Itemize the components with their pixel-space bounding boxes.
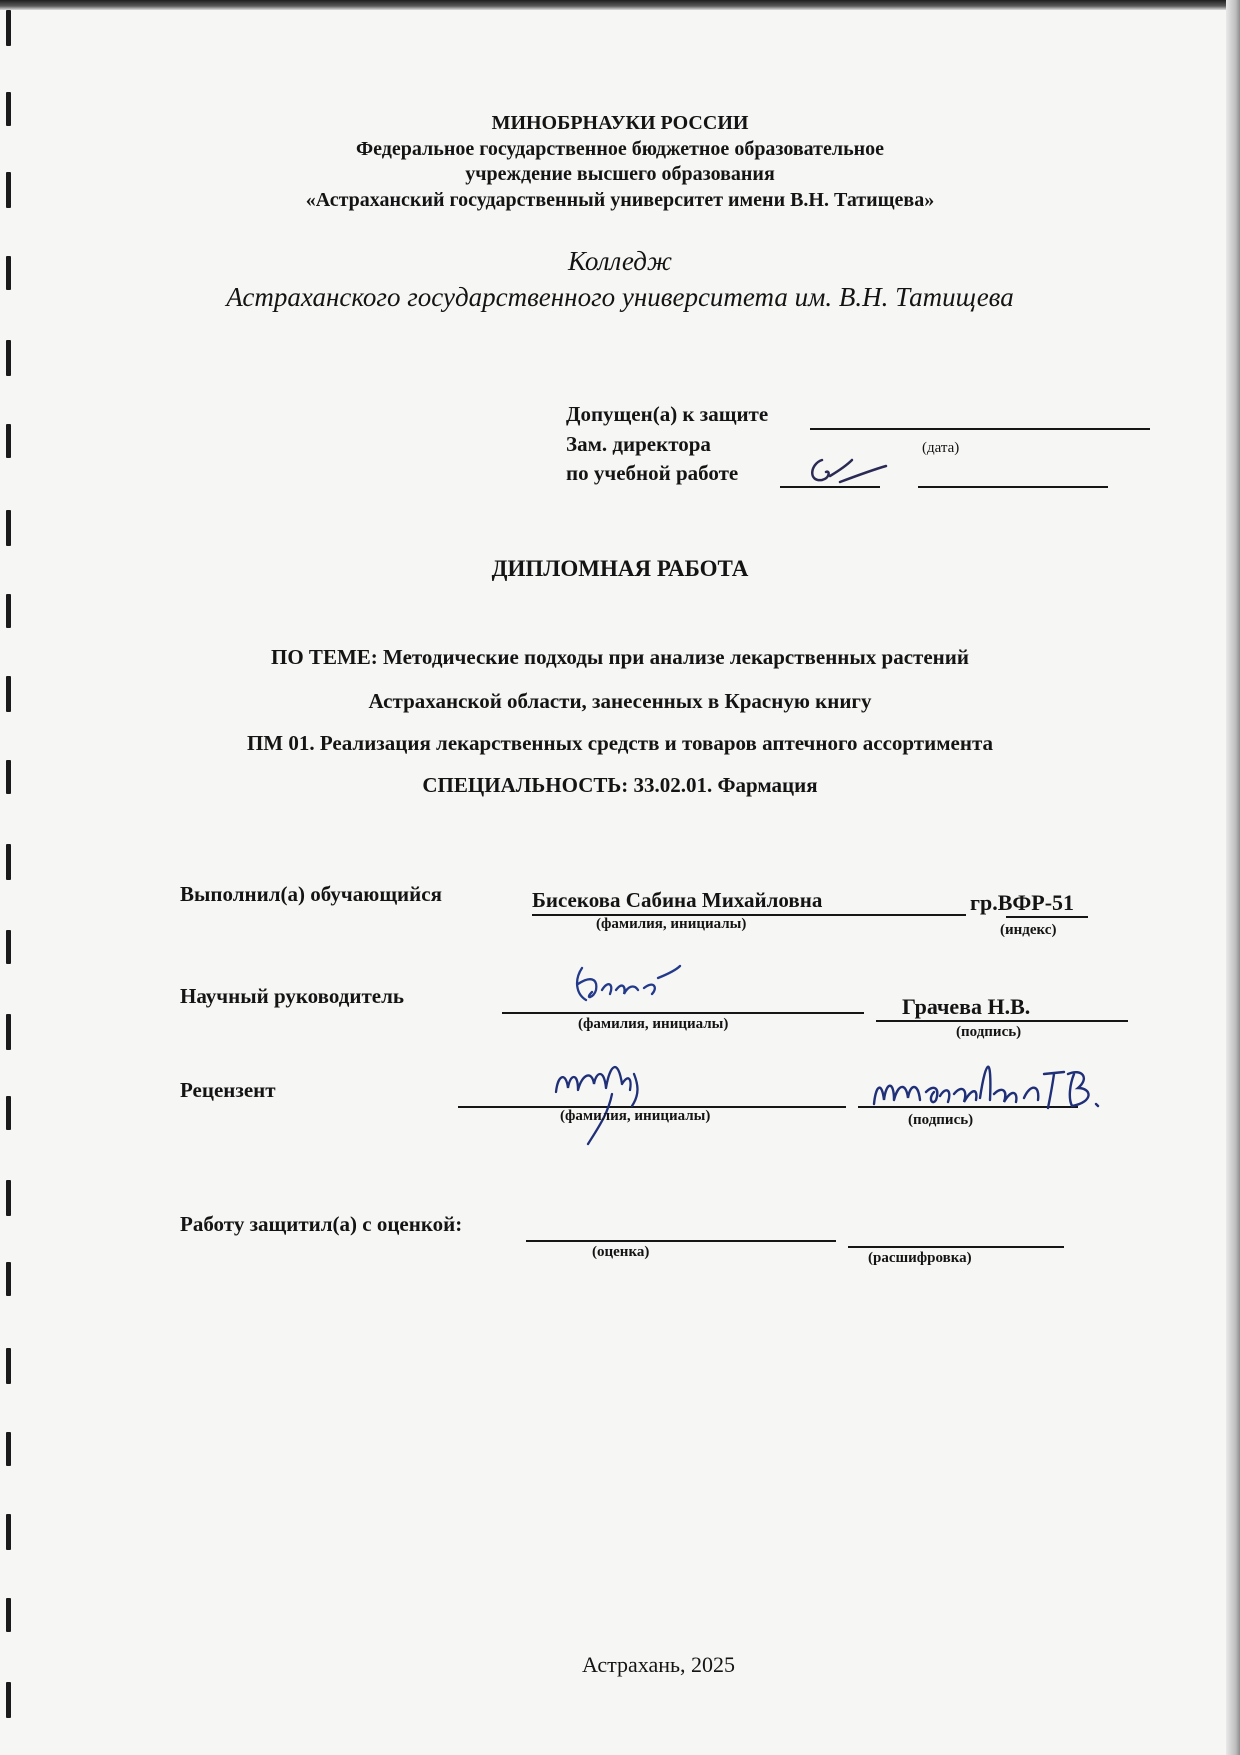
supervisor-label: Научный руководитель	[180, 984, 404, 1008]
student-group: гр.ВФР-51	[970, 890, 1075, 915]
admitted-label: Допущен(а) к защите	[566, 402, 769, 426]
reviewer-signature	[548, 1044, 678, 1148]
student-name: Бисекова Сабина Михайловна	[532, 888, 823, 912]
student-label: Выполнил(а) обучающийся	[180, 882, 442, 906]
theme-line-2: Астраханской области, занесенных в Красную книгу	[368, 689, 872, 713]
supervisor-signature	[568, 960, 718, 1010]
city-year: Астрахань, 2025	[582, 1652, 736, 1677]
college-line-2: Астраханского государственного университета им. В.Н. Татищева	[226, 282, 1014, 312]
date-line	[918, 486, 1108, 488]
reviewer-label: Рецензент	[180, 1078, 276, 1102]
institution-line-2: учреждение высшего образования	[465, 163, 775, 185]
university-name: «Астраханский государственный университет имени В.Н. Татищева»	[305, 189, 935, 211]
academic-label: по учебной работе	[566, 461, 739, 485]
transcript-caption: (расшифровка)	[868, 1250, 972, 1266]
reviewer-name-caption: (фамилия, инициалы)	[560, 1108, 711, 1124]
transcript-line	[848, 1246, 1064, 1248]
admitted-line	[810, 428, 1150, 430]
student-name-caption: (фамилия, инициалы)	[596, 916, 747, 932]
student-group-line	[1006, 916, 1088, 918]
scan-top-edge	[0, 0, 1240, 10]
grade-caption: (оценка)	[592, 1244, 650, 1260]
defense-label: Работу защитил(а) с оценкой:	[180, 1212, 463, 1236]
supervisor-name-caption: (фамилия, инициалы)	[578, 1016, 729, 1032]
ministry-heading: МИНОБРНАУКИ РОССИИ	[491, 112, 749, 134]
grade-line	[526, 1240, 836, 1242]
college-line-1: Колледж	[567, 246, 673, 276]
supervisor-name: Грачева Н.В.	[902, 994, 1031, 1019]
reviewer-signature-caption: (подпись)	[908, 1112, 974, 1128]
deputy-signature	[800, 452, 890, 492]
date-caption: (дата)	[922, 440, 960, 456]
deputy-label: Зам. директора	[566, 432, 711, 456]
supervisor-signature-line	[502, 1012, 864, 1014]
student-group-caption: (индекс)	[1000, 922, 1057, 938]
module-line: ПМ 01. Реализация лекарственных средств и товаров аптечного ассортимента	[246, 731, 994, 755]
supervisor-name-line	[876, 1020, 1128, 1022]
institution-line-1: Федеральное государственное бюджетное образовательное	[355, 138, 885, 160]
theme-line-1: ПО ТЕМЕ: Методические подходы при анализе лекарственных растений	[271, 645, 969, 669]
specialty-line: СПЕЦИАЛЬНОСТЬ: 33.02.01. Фармация	[422, 773, 818, 797]
supervisor-signature-caption: (подпись)	[956, 1024, 1022, 1040]
document-title: ДИПЛОМНАЯ РАБОТА	[491, 556, 749, 581]
